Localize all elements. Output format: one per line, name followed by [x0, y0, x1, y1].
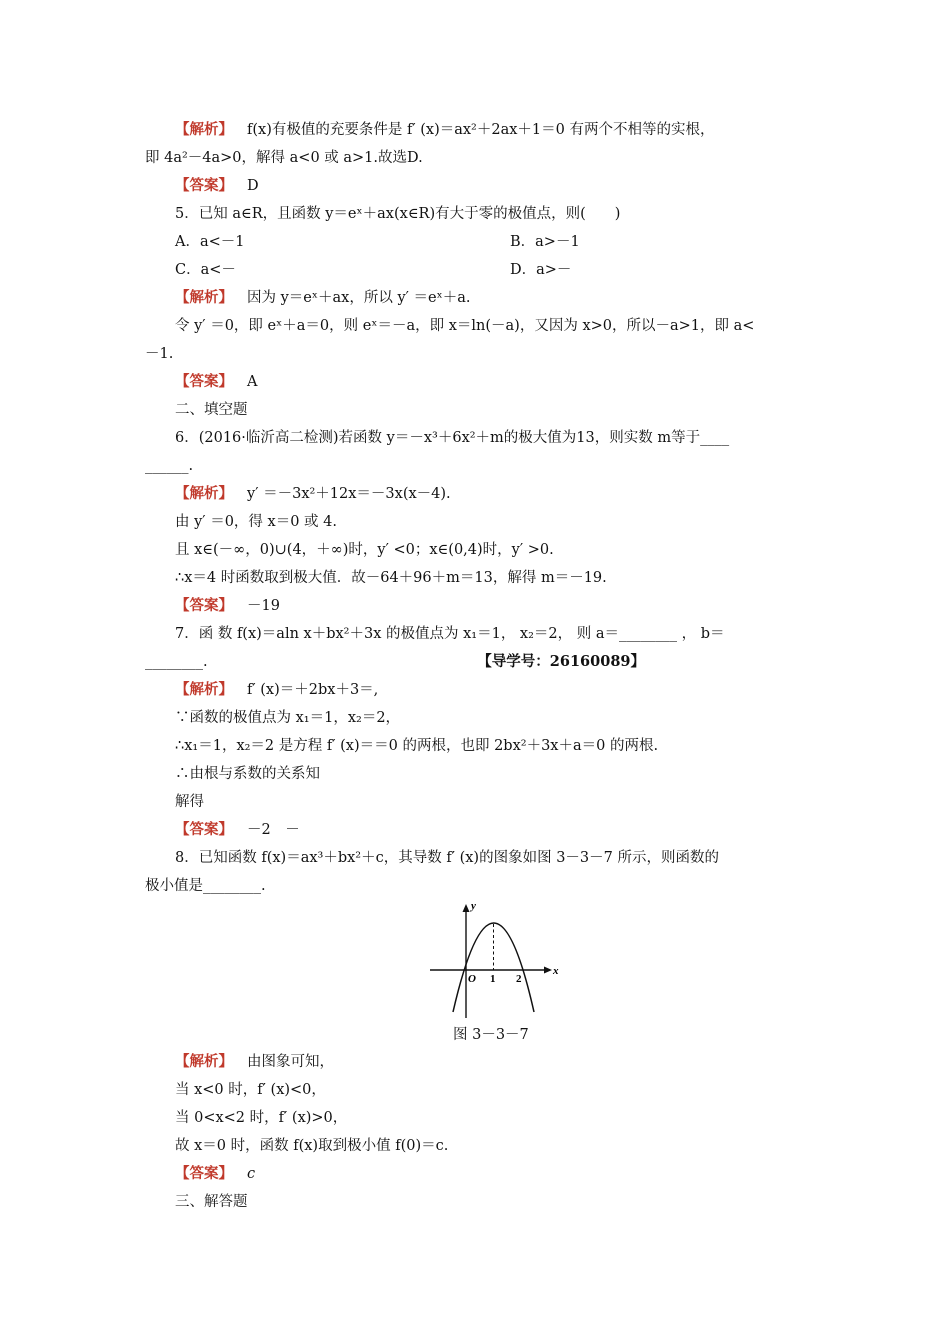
answer-tag: 【答案】 — [175, 1165, 233, 1182]
analysis-8-line-4: 故 x＝0 时，函数 f(x)取到极小值 f(0)＝c. — [175, 1138, 449, 1154]
answer-tag: 【答案】 — [175, 373, 233, 390]
analysis-7-line-4: ∴由根与系数的关系知 — [175, 766, 320, 782]
analysis-tag: 【解析】 — [175, 485, 233, 502]
tick-2-label: 2 — [516, 973, 522, 985]
answer-6: 【答案】 －19 — [175, 597, 280, 614]
question-7-line-1: 7．函 数 f(x)＝aln x＋bx²＋3x 的极值点为 x₁＝1， x₂＝2， 则 a＝________ ， b＝ — [175, 626, 725, 642]
analysis-tag: 【解析】 — [175, 1053, 233, 1070]
question-8-line-1: 8．已知函数 f(x)＝ax³＋bx²＋c，其导数 f′ (x)的图象如图 3－3－7 所示，则函数的 — [175, 850, 719, 866]
question-7-line-2: ________. 【导学号：26160089】 — [145, 653, 645, 670]
analysis-5-line-3: －1. — [145, 346, 174, 362]
analysis-5-line-2: 令 y′ ＝0，即 eˣ＋a＝0，则 eˣ＝－a，即 x＝ln(－a)，又因为 x>0，所以－a>1，即 a< — [175, 318, 755, 334]
y-axis-arrow — [463, 904, 470, 912]
section-heading-2: 二、填空题 — [175, 402, 248, 418]
answer-7: 【答案】 －2 － — [175, 821, 300, 838]
analysis-5-line-1: 【解析】 因为 y＝eˣ＋ax，所以 y′ ＝eˣ＋a. — [175, 289, 471, 306]
question-5: 5．已知 a∈R，且函数 y＝eˣ＋ax(x∈R)有大于零的极值点，则( ) — [175, 206, 621, 222]
figure-caption: 图 3－3－7 — [453, 1027, 529, 1043]
study-number: 【导学号：26160089】 — [477, 653, 645, 670]
option-a: A．a<－1 — [175, 234, 245, 250]
analysis-7-line-3: ∴x₁＝1，x₂＝2 是方程 f′ (x)＝＝0 的两根，也即 2bx²＋3x＋a＝0 的两根. — [175, 738, 659, 754]
answer-4: 【答案】 D — [175, 177, 259, 194]
section-heading-3: 三、解答题 — [175, 1194, 248, 1210]
analysis-8-line-3: 当 0<x<2 时，f′ (x)>0， — [175, 1110, 348, 1126]
answer-tag: 【答案】 — [175, 821, 233, 838]
question-6-line-1: 6．(2016·临沂高二检测)若函数 y＝－x³＋6x²＋m的极大值为13，则实数 m等于____ — [175, 430, 730, 446]
question-6-line-2: ______. — [145, 458, 194, 474]
analysis-7-line-2: ∵函数的极值点为 x₁＝1，x₂＝2， — [175, 710, 401, 726]
options-row-1 — [175, 232, 805, 252]
option-b: B．a>－1 — [510, 234, 580, 250]
analysis-7-line-5: 解得 — [175, 794, 204, 810]
analysis-tag: 【解析】 — [175, 289, 233, 306]
analysis-6-line-1: 【解析】 y′ ＝－3x²＋12x＝－3x(x－4). — [175, 485, 451, 502]
x-axis-arrow — [544, 967, 552, 974]
answer-tag: 【答案】 — [175, 597, 233, 614]
origin-label: O — [468, 973, 476, 985]
answer-tag: 【答案】 — [175, 177, 233, 194]
option-d: D．a>－ — [510, 262, 572, 278]
analysis-tag: 【解析】 — [175, 121, 233, 138]
y-axis-label: y — [471, 900, 476, 912]
analysis-7-line-1: 【解析】 f′ (x)＝＋2bx＋3＝, — [175, 681, 379, 698]
option-c: C．a<－ — [175, 262, 236, 278]
answer-5: 【答案】 A — [175, 373, 258, 390]
analysis-8-line-1: 【解析】 由图象可知， — [175, 1053, 334, 1070]
answer-8: 【答案】 c — [175, 1165, 256, 1182]
analysis-6-line-2: 由 y′ ＝0，得 x＝0 或 4. — [175, 514, 337, 530]
analysis-4-line-1: 【解析】 f(x)有极值的充要条件是 f′ (x)＝ax²＋2ax＋1＝0 有两个不相等的实根， — [175, 121, 715, 138]
analysis-6-line-4: ∴x＝4 时函数取到极大值．故－64＋96＋m＝13，解得 m＝－19. — [175, 570, 607, 586]
analysis-6-line-3: 且 x∈(－∞，0)∪(4，＋∞)时，y′ <0；x∈(0,4)时，y′ >0. — [175, 542, 554, 558]
analysis-tag: 【解析】 — [175, 681, 233, 698]
analysis-8-line-2: 当 x<0 时，f′ (x)<0， — [175, 1082, 326, 1098]
derivative-graph-figure — [430, 900, 560, 1018]
tick-1-label: 1 — [490, 973, 496, 985]
x-axis-label: x — [553, 965, 559, 977]
question-8-line-2: 极小值是________. — [145, 878, 266, 894]
options-row-2 — [175, 260, 805, 280]
analysis-4-line-2: 即 4a²－4a>0，解得 a<0 或 a>1.故选D. — [145, 150, 423, 166]
